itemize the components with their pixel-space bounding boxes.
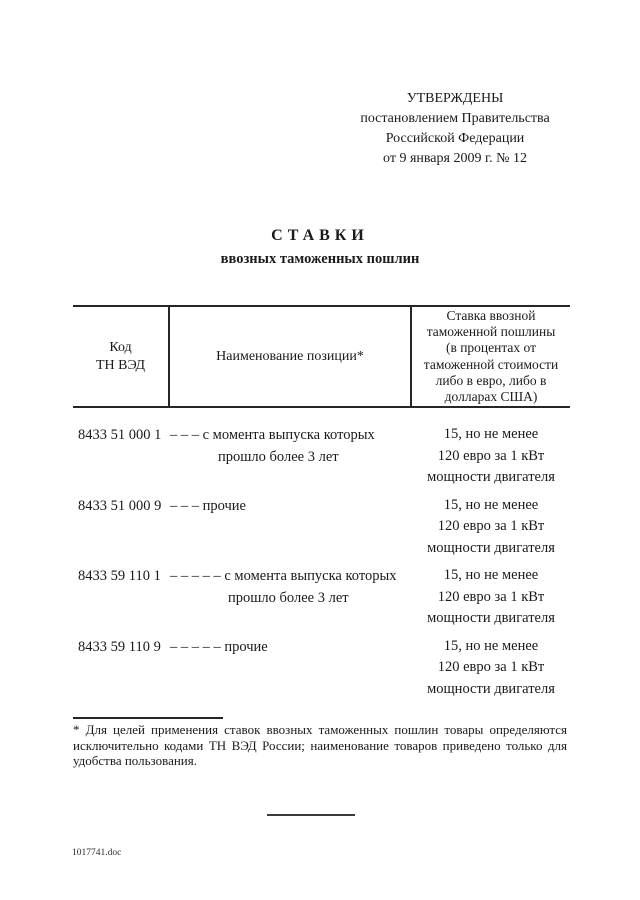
column-header-code-line: Код [109, 339, 132, 355]
approval-line: УТВЕРЖДЕНЫ [406, 91, 504, 106]
column-header-code [73, 307, 170, 406]
cell-rate [412, 565, 570, 630]
cell-name-line: – – – с момента выпуска которых [170, 427, 375, 443]
cell-rate-line: 15, но не менее [443, 426, 539, 442]
cell-code: 8433 59 110 9 [78, 638, 161, 655]
column-header-name-line: Наименование позиции* [216, 348, 364, 364]
cell-name-line: прошло более 3 лет [228, 590, 349, 606]
end-of-document-line [267, 814, 355, 816]
cell-rate-line: 120 евро за 1 кВт [437, 588, 545, 605]
cell-name [170, 636, 412, 701]
table-header-row [73, 305, 570, 408]
column-header-code-line: ТН ВЭД [95, 357, 146, 373]
column-header-rate-line: Ставка ввозной [446, 307, 536, 323]
cell-name [170, 424, 412, 489]
title-block [0, 227, 640, 268]
cell-rate [412, 636, 570, 701]
column-header-rate-line: таможенной пошлины [426, 323, 556, 339]
approval-block [338, 89, 572, 169]
cell-rate [412, 424, 570, 489]
cell-rate-line: 120 евро за 1 кВт [437, 659, 545, 675]
cell-name-line: – – – – – прочие [170, 638, 268, 655]
cell-rate-line: мощности двигателя [427, 610, 555, 626]
cell-rate-line: 15, но не менее [443, 496, 539, 513]
cell-rate-line: 15, но не менее [443, 567, 539, 583]
cell-code: 8433 51 000 1 [78, 427, 162, 443]
column-header-rate [412, 307, 570, 406]
column-header-rate-line: (в процентах от [445, 340, 537, 356]
cell-rate-line: 15, но не менее [443, 637, 539, 654]
table-row [73, 565, 570, 630]
cell-rate-line: мощности двигателя [427, 469, 555, 485]
cell-name [170, 495, 412, 560]
cell-rate-line: 120 евро за 1 кВт [437, 518, 545, 534]
cell-name-line: – – – – – с момента выпуска которых [170, 568, 397, 584]
table-row [73, 495, 570, 560]
footnote-separator-line [73, 717, 223, 719]
column-header-rate-line: либо в евро, либо в [435, 372, 547, 388]
cell-code: 8433 59 110 1 [78, 568, 161, 584]
approval-line: постановлением Правительства [360, 111, 550, 126]
footnote-block [73, 717, 567, 769]
table-row [73, 636, 570, 701]
cell-rate-line: мощности двигателя [427, 539, 555, 556]
table-body [73, 424, 570, 700]
column-header-name [170, 307, 412, 406]
table-row [73, 424, 570, 489]
cell-code: 8433 51 000 9 [78, 497, 162, 514]
approval-line: от 9 января 2009 г. № 12 [383, 151, 527, 166]
page-title: СТАВКИ [271, 227, 369, 244]
cell-name-line: – – – прочие [170, 497, 246, 514]
cell-name-line: прошло более 3 лет [218, 449, 339, 465]
column-header-rate-line: таможенной стоимости [423, 356, 559, 372]
cell-name [170, 565, 412, 630]
page-subtitle: ввозных таможенных пошлин [220, 251, 420, 267]
cell-rate-line: 120 евро за 1 кВт [437, 447, 545, 464]
footnote-text: * Для целей применения ставок ввозных таможенных пошлин товары определяются исключительно кодами ТН ВЭД России; наименование товаров приведено только для удобства пользования. [73, 722, 567, 768]
approval-line: Российской Федерации [385, 131, 525, 146]
duty-rates-table [73, 305, 570, 700]
cell-rate [412, 495, 570, 560]
cell-rate-line: мощности двигателя [427, 680, 555, 697]
column-header-rate-line: долларах США) [444, 389, 538, 405]
document-file-number: 1017741.doc [72, 848, 122, 858]
